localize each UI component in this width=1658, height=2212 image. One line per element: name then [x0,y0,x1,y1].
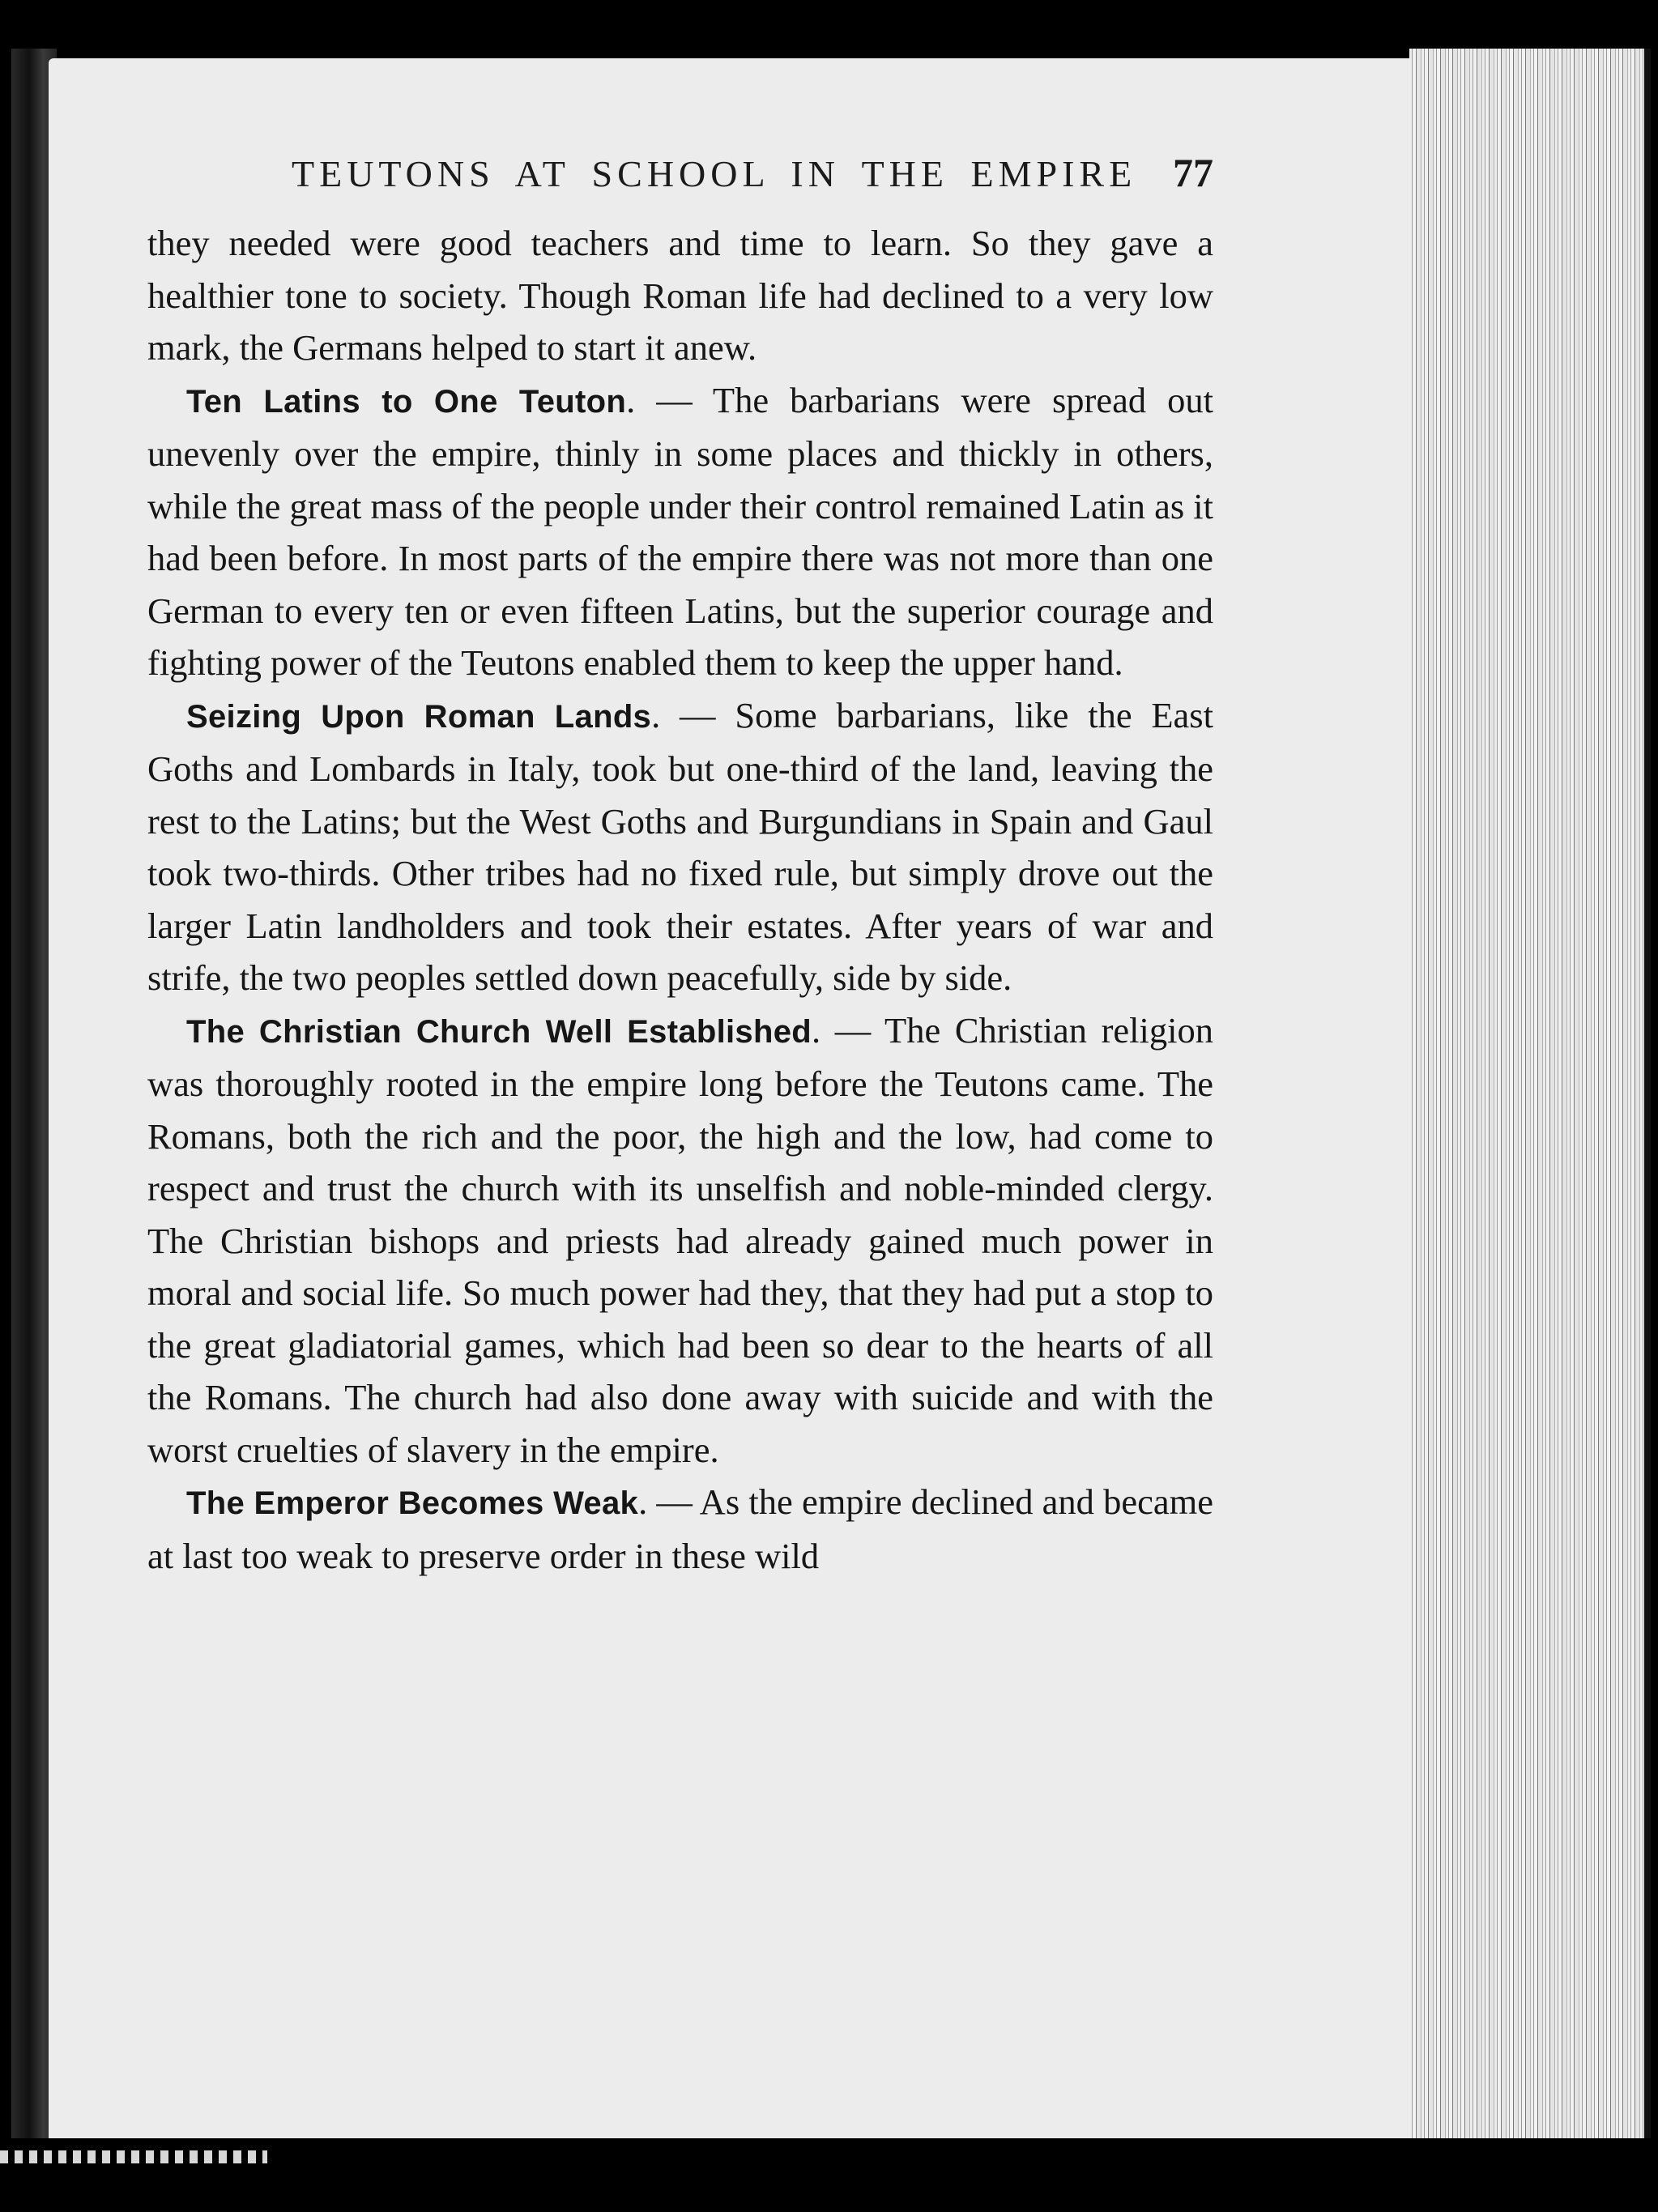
page-content [147,144,1213,1582]
section-heading: The Emperor Becomes Weak [186,1485,639,1521]
section-emperor-weak [147,1476,1213,1582]
section-heading: The Christian Church Well Established [186,1013,812,1050]
paragraph-text: . — The Christian religion was thoroughly rooted in the empire long before the Teutons came. The Romans, both the rich and the poor, the high and the low, had come to respect and trust the church with its unselfish and noble-minded clergy. The Christian bishops and priests had already gained much power in moral and social life. So much power had they, that they had put a stop to the great gladiatorial games, which had been so dear to the hearts of all the Romans. The church had also done away with suicide and with the worst cruelties of slavery in the empire. [147,1009,1213,1470]
film-perforation-strip [0,2150,267,2163]
paragraph-text: . — Some barbarians, like the East Goths and Lombards in Italy, took but one-third of the land, leaving the rest to the Latins; but the West Goths and Burgundians in Spain and Gaul took two-thirds. Other tribes had no fixed rule, but simply drove out the larger Latin landholders and took their estates. After years of war and strife, the two peoples settled down peacefully, side by side. [147,694,1213,998]
running-header [147,144,1213,217]
section-christian-church [147,1004,1213,1477]
page-stack-edges [1409,49,1651,2154]
running-title: TEUTONS AT SCHOOL IN THE EMPIRE [292,153,1137,194]
paragraph-text: they needed were good teachers and time to learn. So they gave a healthier tone to society. Though Roman life had declined to a very low mark, the Germans helped to start it anew. [147,223,1213,368]
section-heading: Ten Latins to One Teuton [186,383,627,420]
scan-bottom-border [0,2138,1658,2212]
section-roman-lands [147,689,1213,1004]
section-heading: Seizing Upon Roman Lands [186,698,652,735]
paragraph-text: . — As the empire declined and became at last too weak to preserve order in these wild [147,1481,1213,1576]
paragraph-text: . — The barbarians were spread out unevenly over the empire, thinly in some places and thickly in others, while the great mass of the people under their control remained Latin as it had been before. In most parts of the empire there was not more than one German to every ten or even fifteen Latins, but the superior courage and fighting power of the Teutons enabled them to keep the upper hand. [147,379,1214,683]
page-number: 77 [1173,150,1213,195]
section-ten-latins [147,374,1213,689]
paragraph-continuation [147,217,1213,374]
